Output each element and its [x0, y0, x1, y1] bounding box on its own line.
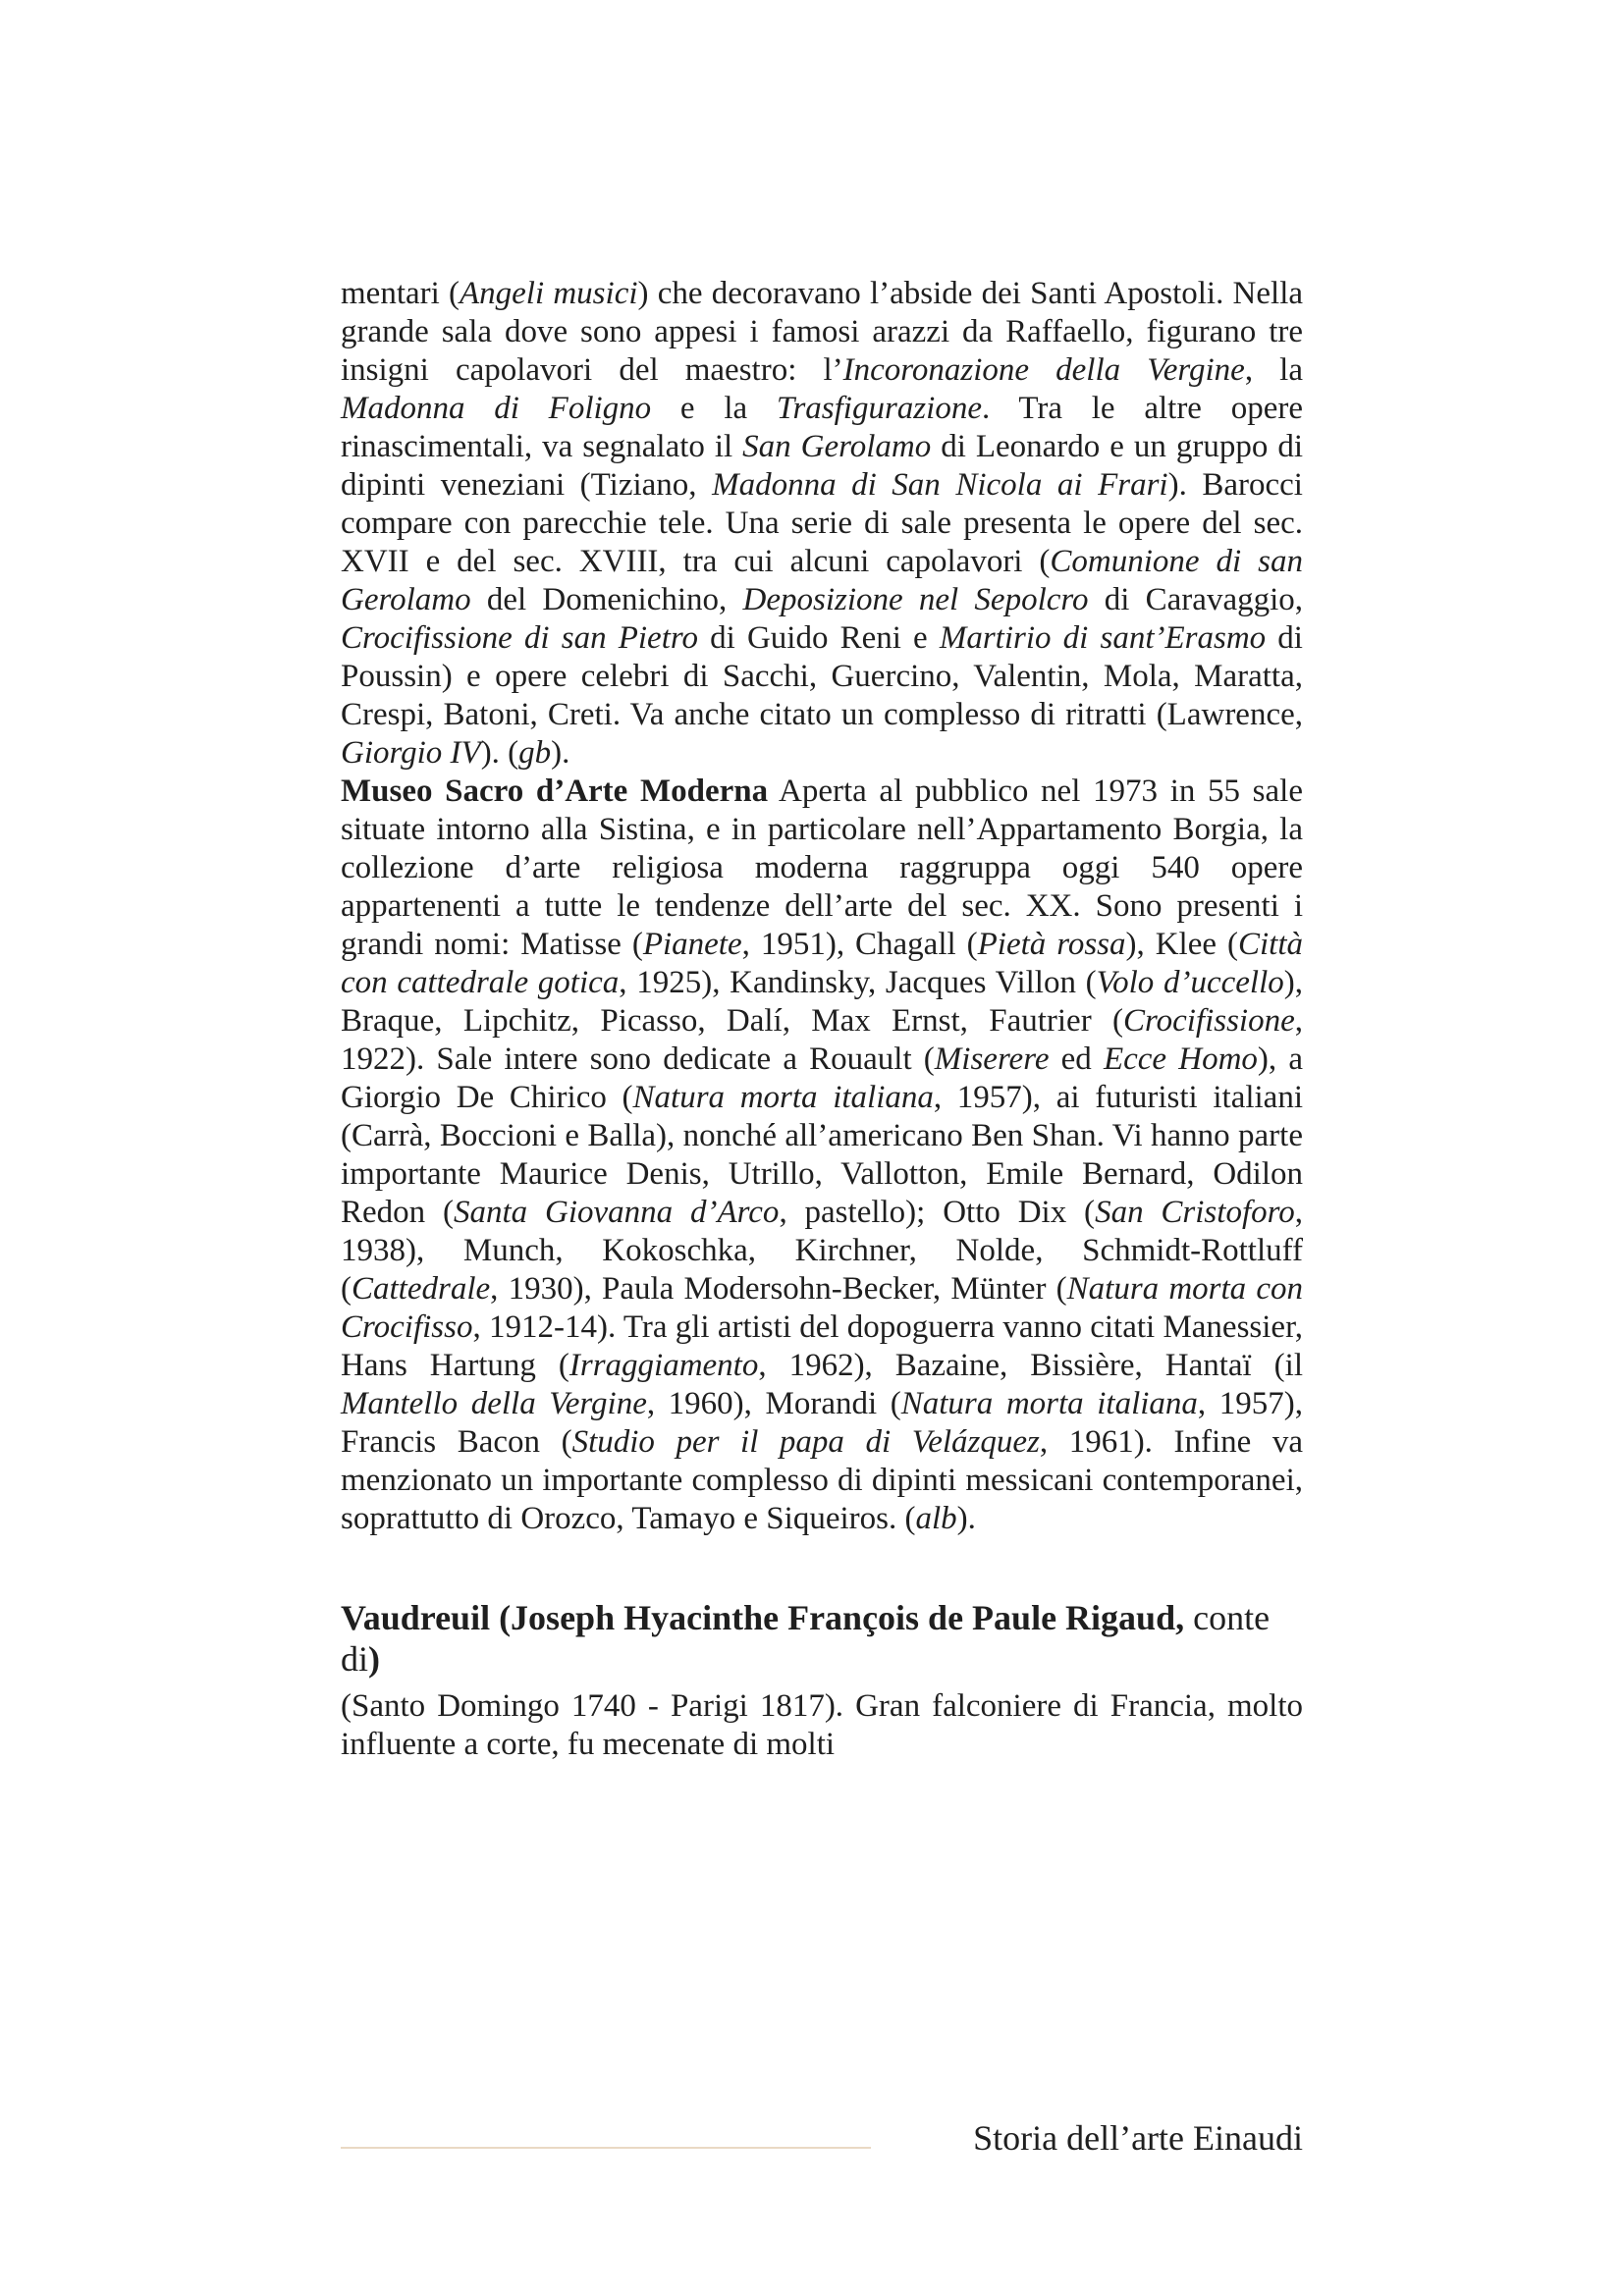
- text-run: di Caravaggio,: [1088, 582, 1304, 617]
- text-run: , 1960), Morandi (: [646, 1386, 901, 1421]
- text-run: ), Klee (: [1125, 927, 1238, 962]
- italic-run: Comunione di san Gerolamo: [341, 544, 1303, 617]
- bold-run: Museo Sacro d’Arte Moderna: [341, 774, 769, 809]
- italic-run: Madonna di Foligno: [341, 391, 652, 426]
- italic-run: Madonna di San Nicola ai Frari: [712, 467, 1168, 503]
- text-run: e la: [651, 391, 777, 426]
- italic-run: Studio per il papa di Velázquez: [571, 1424, 1040, 1460]
- italic-run: Ecce Homo: [1103, 1041, 1258, 1077]
- text-run: ed: [1049, 1041, 1104, 1077]
- italic-run: Deposizione nel Sepolcro: [742, 582, 1089, 617]
- text-run: , pastello); Otto Dix (: [779, 1195, 1096, 1230]
- text-run: di Poussin) e opere celebri di Sacchi, Guercino, Valentin, Mola, Maratta, Crespi, Batoni, Creti. Va anche citato un complesso di ritratti (Lawrence,: [341, 620, 1303, 732]
- text-run: , 1925), Kandinsky, Jacques Villon (: [619, 965, 1097, 1000]
- text-run: , 1912-14). Tra gli artisti del dopoguerra vanno citati Manessier, Hans Hartung (: [341, 1309, 1303, 1383]
- text-run: ). (: [480, 735, 519, 771]
- text-run: , la: [1244, 352, 1303, 388]
- italic-run: Santa Giovanna d’Arco: [454, 1195, 780, 1230]
- text-run: mentari (: [341, 276, 460, 311]
- italic-run: Trasfigurazione: [776, 391, 982, 426]
- italic-run: Cattedrale: [352, 1271, 491, 1307]
- entry-heading-title: conte di: [341, 1598, 1271, 1679]
- text-run: , 1930), Paula Modersohn-Becker, Münter (: [490, 1271, 1067, 1307]
- italic-run: San Cristoforo: [1095, 1195, 1295, 1230]
- text-run: di Guido Reni e: [697, 620, 940, 656]
- italic-run: Natura morta italiana: [632, 1080, 934, 1115]
- italic-run: Irraggiamento: [568, 1348, 759, 1383]
- text-run: ).: [551, 735, 570, 771]
- footer-divider: [341, 2147, 871, 2149]
- text-run: ) che decoravano l’abside dei Santi Apostoli. Nella grande sala dove sono appesi i famosi arazzi da Raffaello, figurano tre insigni capolavori del maestro: l’: [341, 276, 1304, 388]
- text-run: , 1957), Francis Bacon (: [341, 1386, 1303, 1460]
- italic-run: gb: [518, 735, 552, 771]
- italic-run: Pietà rossa: [977, 927, 1126, 962]
- italic-run: Natura morta italiana: [900, 1386, 1198, 1421]
- italic-run: Pianete: [642, 927, 742, 962]
- entry-heading-name: Vaudreuil (Joseph Hyacinthe François de Paule Rigaud,: [341, 1598, 1185, 1637]
- text-run: del Domenichino,: [470, 582, 743, 617]
- text-run: , 1938), Munch, Kokoschka, Kirchner, Nolde, Schmidt-Rottluff (: [341, 1195, 1303, 1307]
- italic-run: San Gerolamo: [742, 429, 932, 464]
- italic-run: Crocifissione di san Pietro: [341, 620, 698, 656]
- text-run: ), Braque, Lipchitz, Picasso, Dalí, Max Ernst, Fautrier (: [341, 965, 1304, 1039]
- text-run: di Leonardo e un gruppo di dipinti veneziani (Tiziano,: [341, 429, 1303, 503]
- italic-run: Natura morta con Crocifisso: [341, 1271, 1303, 1345]
- text-run: , 1961). Infine va menzionato un importante complesso di dipinti messicani contemporanei, soprattutto di Orozco, Tamayo e Siqueiros. (: [341, 1424, 1303, 1536]
- footer-publication-title: Storia dell’arte Einaudi: [973, 2118, 1303, 2158]
- italic-run: Volo d’uccello: [1096, 965, 1284, 1000]
- text-run: , 1962), Bazaine, Bissière, Hantaï (il: [758, 1348, 1303, 1383]
- italic-run: Crocifissione: [1122, 1003, 1295, 1039]
- italic-run: Miserere: [934, 1041, 1050, 1077]
- italic-run: Incoronazione della Vergine: [842, 352, 1245, 388]
- italic-run: Martirio di sant’Erasmo: [939, 620, 1267, 656]
- text-run: ), a Giorgio De Chirico (: [341, 1041, 1303, 1115]
- text-run: , 1922). Sale intere sono dedicate a Rouault (: [341, 1003, 1303, 1077]
- text-run: ). Barocci compare con parecchie tele. Una serie di sale presenta le opere del sec. XVII e del sec. XVIII, tra cui alcuni capolavori (: [341, 467, 1303, 579]
- text-run: Aperta al pubblico nel 1973 in 55 sale situate intorno alla Sistina, e in particolare nell’Appartamento Borgia, la collezione d’arte religiosa moderna raggruppa oggi 540 opere appartenenti a tutte le tendenze dell’arte del sec. XX. Sono presenti i grandi nomi: Matisse (: [341, 774, 1303, 962]
- main-text-column: [341, 275, 1303, 1764]
- text-run: . Tra le altre opere rinascimentali, va segnalato il: [341, 391, 1303, 464]
- text-run: , 1957), ai futuristi italiani (Carrà, Boccioni e Balla), nonché all’americano Ben Shan. Vi hanno parte importante Maurice Denis, Utrillo, Vallotton, Emile Bernard, Odilon Redon (: [341, 1080, 1303, 1230]
- italic-run: Mantello della Vergine: [341, 1386, 647, 1421]
- italic-run: Angeli musici: [460, 276, 638, 311]
- italic-run: Giorgio IV: [341, 735, 481, 771]
- paragraph-museo-sacro-arte-moderna: [341, 773, 1303, 1538]
- entry-body-vaudreuil: (Santo Domingo 1740 - Parigi 1817). Gran falconiere di Francia, molto influente a corte, fu mecenate di molti: [341, 1688, 1303, 1762]
- paragraph-pinacoteca-continuation: [341, 275, 1303, 773]
- italic-run: alb: [915, 1501, 957, 1536]
- text-run: ).: [956, 1501, 976, 1536]
- entry-heading-close: ): [368, 1639, 381, 1679]
- text-run: , 1951), Chagall (: [741, 927, 978, 962]
- entry-heading-vaudreuil: [341, 1597, 1303, 1680]
- italic-run: Città con cattedrale gotica: [341, 927, 1303, 1000]
